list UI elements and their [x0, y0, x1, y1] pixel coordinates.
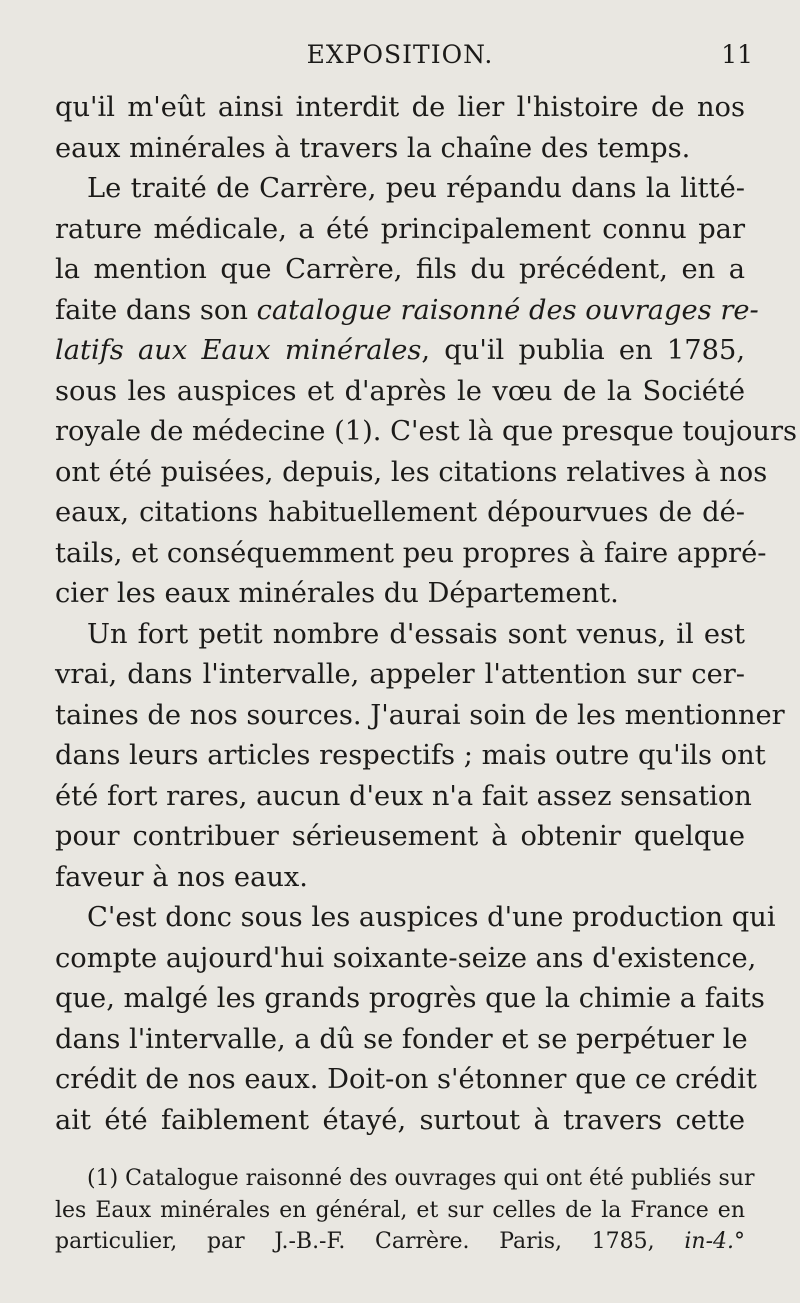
page-number: 11 — [721, 40, 753, 69]
running-title: EXPOSITION. — [306, 40, 494, 69]
text-line: dans l'intervalle, a dû se fonder et se perpétuer le — [55, 1023, 748, 1055]
text-line: cier les eaux minérales du Département. — [55, 578, 619, 609]
paragraph — [55, 169, 798, 615]
text-line: crédit de nos eaux. Doit-on s'étonner que ce crédit — [55, 1064, 757, 1095]
text-line: que, malgé les grands progrès que la chimie a faits — [55, 983, 765, 1014]
text-line: taines de nos sources. J'aurai soin de les mentionner — [55, 699, 785, 731]
text-line: qu'il m'eût ainsi interdit de lier l'histoire de nos — [55, 92, 745, 123]
text-line — [55, 331, 745, 372]
footnote-line — [55, 1226, 745, 1258]
text-line: Le traité de Carrère, peu répandu dans la litté- — [87, 173, 745, 204]
footnote-line: (1) Catalogue raisonné des ouvrages qui ont été publiés sur — [87, 1166, 755, 1191]
footnote — [55, 1163, 755, 1258]
text-line: eaux, citations habituellement dépourvues de dé- — [55, 497, 745, 528]
text-line — [55, 291, 759, 332]
text-line: vrai, dans l'intervalle, appeler l'attention sur cer- — [55, 659, 745, 690]
paragraph — [55, 615, 785, 899]
text-line: C'est donc sous les auspices d'une production qui — [87, 902, 776, 933]
body-text — [55, 88, 798, 1141]
text-line: eaux minérales à travers la chaîne des temps. — [55, 132, 691, 164]
text-segment: faite dans son — [55, 294, 257, 326]
text-line: ont été puisées, depuis, les citations relatives à nos — [55, 456, 768, 488]
text-line: sous les auspices et d'après le vœu de la Société — [55, 375, 745, 407]
text-line: été fort rares, aucun d'eux n'a fait assez sensation — [55, 780, 752, 812]
paragraph — [55, 88, 745, 169]
italic-title: catalogue raisonné des ouvrages re- — [256, 294, 759, 326]
text-line: dans leurs articles respectifs ; mais outre qu'ils ont — [55, 740, 766, 771]
running-header — [55, 40, 753, 80]
text-line: compte aujourd'hui soixante-seize ans d'existence, — [55, 942, 757, 974]
italic-format: in-4.° — [684, 1229, 745, 1254]
text-line: tails, et conséquemment peu propres à faire appré- — [55, 537, 767, 569]
text-line: ait été faiblement étayé, surtout à travers cette — [55, 1104, 745, 1136]
text-line: faveur à nos eaux. — [55, 861, 308, 893]
text-segment: , qu'il publia en 1785, — [421, 335, 745, 366]
paragraph — [55, 898, 776, 1141]
text-segment: particulier, par J.-B.-F. Carrère. Paris, 1785, — [55, 1229, 685, 1254]
text-line: Un fort petit nombre d'essais sont venus, il est — [87, 618, 745, 650]
footnote-line: les Eaux minérales en général, et sur celles de la France en — [55, 1197, 745, 1223]
text-line: la mention que Carrère, fils du précédent, en a — [55, 254, 745, 285]
text-line: royale de médecine (1). C'est là que presque toujours — [55, 416, 798, 447]
text-line: rature médicale, a été principalement connu par — [55, 213, 745, 245]
text-line: pour contribuer sérieusement à obtenir quelque — [55, 821, 745, 852]
italic-title: latifs aux Eaux minérales — [55, 335, 422, 366]
